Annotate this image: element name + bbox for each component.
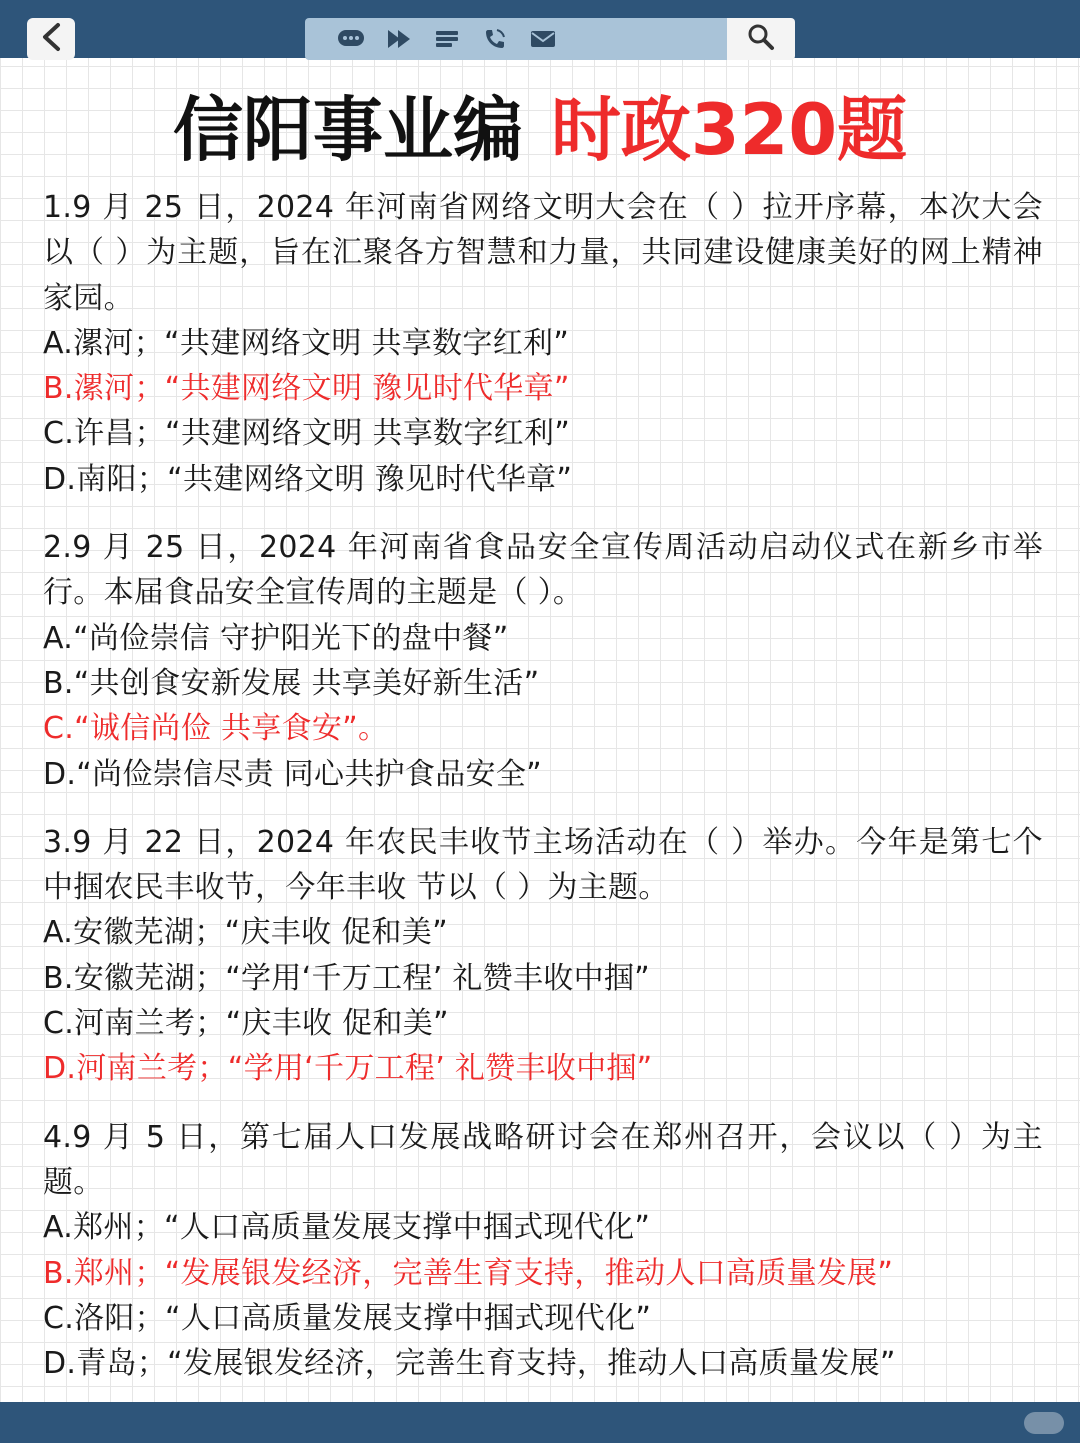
page-title xyxy=(0,88,1080,172)
option-b: B.安徽芜湖；“学用‘千万工程’ 礼赞丰收中掴” xyxy=(43,960,651,996)
watermark-badge xyxy=(1024,1412,1064,1434)
title-highlight: 时政320题 xyxy=(550,89,908,171)
question-stem: 1.9 月 25 日，2024 年河南省网络文明大会在（ ）拉开序幕，本次大会以（ ）为主题，旨在汇聚各方智慧和力量，共同建设健康美好的网上精神家园。 xyxy=(43,190,1043,316)
option-d: D.青岛；“发展银发经济，完善生育支持，推动人口高质量发展” xyxy=(43,1346,896,1382)
option-d: D.南阳；“共建网络文明 豫见时代华章” xyxy=(43,461,573,497)
title-main: 信阳事业编 xyxy=(172,89,523,171)
option-a: A.漯河；“共建网络文明 共享数字红利” xyxy=(43,325,570,361)
question-1 xyxy=(43,185,1043,502)
option-a: A.郑州；“人口高质量发展支撑中掴式现代化” xyxy=(43,1210,651,1246)
reader-toolbar xyxy=(305,18,727,60)
search-icon xyxy=(747,23,775,55)
back-arrow-icon xyxy=(40,22,62,56)
option-c-correct: C.“诚信尚俭 共享食安”。 xyxy=(43,711,389,747)
phone-icon[interactable] xyxy=(481,25,509,53)
list-icon[interactable] xyxy=(433,25,461,53)
option-b: B.“共创食安新发展 共享美好新生活” xyxy=(43,665,540,701)
back-button[interactable] xyxy=(27,18,75,60)
forward-icon[interactable] xyxy=(385,25,413,53)
mail-icon[interactable] xyxy=(529,25,557,53)
question-2 xyxy=(43,525,1043,797)
option-d-correct: D.河南兰考；“学用‘千万工程’ 礼赞丰收中掴” xyxy=(43,1051,653,1087)
option-c: C.洛阳；“人口高质量发展支撑中掴式现代化” xyxy=(43,1300,652,1336)
option-c: C.河南兰考；“庆丰收 促和美” xyxy=(43,1006,449,1042)
option-d: D.“尚俭崇信尽责 同心共护食品安全” xyxy=(43,756,542,792)
question-list xyxy=(43,185,1043,1409)
question-stem: 3.9 月 22 日，2024 年农民丰收节主场活动在（ ）举办。今年是第七个中掴农民丰收节，今年丰收 节以（ ）为主题。 xyxy=(43,824,1043,906)
question-stem: 2.9 月 25 日，2024 年河南省食品安全宣传周活动启动仪式在新乡市举行。本届食品安全宣传周的主题是（ ）。 xyxy=(43,530,1043,611)
search-button[interactable] xyxy=(727,18,795,60)
option-b-correct: B.郑州；“发展银发经济，完善生育支持，推动人口高质量发展” xyxy=(43,1255,894,1291)
question-4 xyxy=(43,1115,1043,1387)
option-c: C.许昌；“共建网络文明 共享数字红利” xyxy=(43,416,571,452)
bottom-bar xyxy=(0,1402,1080,1443)
option-a: A.安徽芜湖；“庆丰收 促和美” xyxy=(43,915,448,951)
question-3 xyxy=(43,820,1043,1092)
option-b-correct: B.漯河；“共建网络文明 豫见时代华章” xyxy=(43,371,570,407)
question-stem: 4.9 月 5 日，第七届人口发展战略研讨会在郑州召开，会议以（ ）为主题。 xyxy=(43,1119,1043,1200)
chat-bubble-icon[interactable] xyxy=(337,25,365,53)
option-a: A.“尚俭崇信 守护阳光下的盘中餐” xyxy=(43,620,509,656)
